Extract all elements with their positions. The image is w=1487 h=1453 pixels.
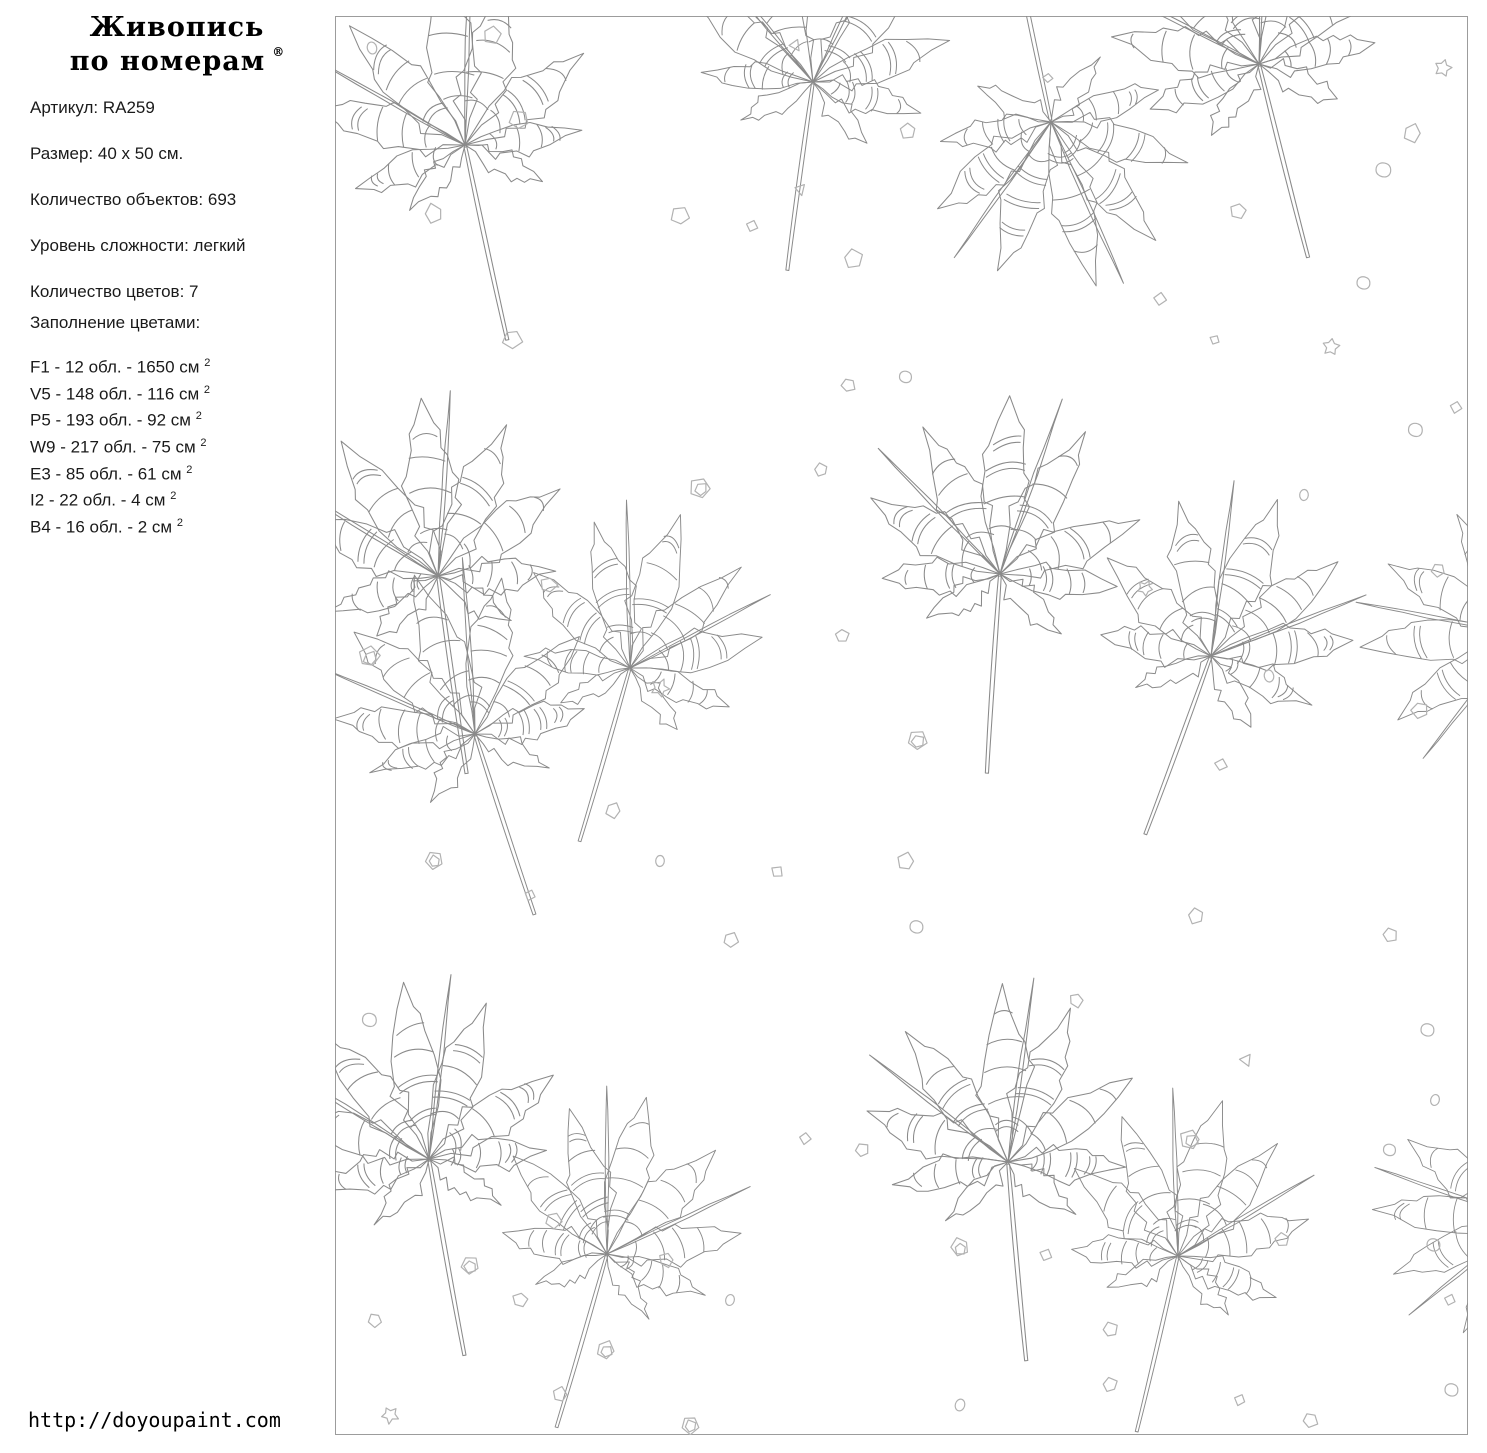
fill-line: P5 - 193 обл. - 92 см $^2$: [30, 410, 202, 430]
leaf-blade: [976, 394, 1035, 575]
leaf-blade: [437, 553, 556, 597]
registered-mark: ®: [272, 44, 285, 59]
confetti-sq: [1153, 291, 1168, 306]
confetti-pent: [668, 203, 692, 227]
leaf-blade: [972, 983, 1037, 1163]
confetti-blob: [1421, 1024, 1434, 1036]
spec-line: Количество объектов: 693: [30, 190, 237, 209]
leaf-needle-blade: [998, 398, 1064, 574]
leaf: [846, 969, 1165, 1373]
confetti-pent2: [423, 848, 446, 871]
brand-logo: [27, 12, 327, 79]
confetti-pent: [896, 850, 915, 870]
leaf-blade: [499, 1144, 620, 1267]
leaf: [1348, 486, 1468, 777]
leaf-blade: [1162, 1129, 1295, 1271]
leaf-blade: [411, 16, 492, 149]
leaf-stem: [785, 84, 815, 271]
leaf-blade: [1358, 613, 1468, 672]
confetti-pent: [899, 121, 917, 140]
leaf-blade: [624, 614, 766, 686]
confetti-blob: [1384, 1144, 1396, 1155]
leaf-blade: [427, 1129, 547, 1177]
leaf-blade: [1256, 26, 1378, 83]
leaf-needle-blade: [436, 391, 452, 577]
leaf-blade: [918, 560, 1009, 634]
fill-line: E3 - 85 обл. - 61 см $^2$: [30, 463, 193, 484]
confetti-pent: [813, 461, 830, 478]
spec-line: Количество цветов: 7: [30, 282, 199, 301]
fill-line: F1 - 12 обл. - 1650 см $^2$: [30, 357, 211, 377]
confetti-pent2: [595, 1337, 618, 1360]
confetti-pent: [842, 246, 866, 271]
leaf-blade: [521, 559, 644, 681]
confetti-pent: [604, 800, 622, 819]
confetti-blob: [910, 921, 923, 933]
confetti-sq: [769, 863, 786, 880]
confetti-pent: [1301, 1410, 1321, 1430]
leaf-needle-blade: [1210, 593, 1366, 657]
leaf-stem: [463, 147, 508, 341]
spec-line: Размер: 40 x 50 см.: [30, 144, 184, 163]
leaf-stem: [578, 669, 631, 842]
leaf-blade: [1100, 1109, 1198, 1265]
confetti-sq: [1038, 1247, 1054, 1263]
confetti-pent: [501, 327, 526, 351]
leaf-blade: [1453, 1095, 1468, 1228]
leaf-blade: [1097, 616, 1215, 675]
confetti-star: [649, 675, 673, 698]
confetti-sq: [1208, 333, 1221, 346]
leaf-blade: [1107, 16, 1263, 88]
leaf-blade: [1132, 646, 1217, 701]
leaf-blade: [938, 1154, 1017, 1231]
confetti-pent: [722, 930, 742, 950]
confetti-star: [379, 1403, 402, 1426]
confetti-ring: [1299, 489, 1309, 501]
confetti-pent: [1186, 906, 1206, 926]
leaf-blade: [807, 22, 955, 102]
leaf-blade: [1201, 57, 1272, 144]
fill-line: V5 - 148 обл. - 116 см $^2$: [30, 383, 211, 404]
confetti-blob: [1445, 1384, 1458, 1396]
brand-logo-line2: по номерам ®: [69, 44, 285, 77]
fill-heading: Заполнение цветами:: [30, 313, 201, 332]
spec-line: Артикул: RA259: [30, 98, 155, 117]
confetti-pent2: [459, 1253, 483, 1277]
leaf-blade: [1371, 1187, 1468, 1238]
confetti-blob: [1409, 423, 1423, 436]
confetti-ring: [655, 855, 664, 866]
confetti-sq: [1449, 400, 1463, 414]
leaf-needle-blade: [868, 1053, 1009, 1163]
leaf-blade: [374, 979, 452, 1163]
leaf-blade: [393, 395, 468, 578]
confetti-pent2: [687, 475, 713, 500]
pattern-canvas: [335, 16, 1468, 1435]
confetti-star: [1322, 337, 1341, 355]
confetti-pent: [835, 628, 851, 644]
product-specs: [30, 98, 330, 328]
confetti-pent: [511, 1292, 528, 1307]
leaf-stem: [984, 576, 1002, 773]
confetti-pent: [1382, 925, 1401, 944]
leaf-stem: [436, 578, 468, 774]
spec-line: Уровень сложности: легкий: [30, 236, 246, 255]
confetti-blob: [363, 1013, 377, 1026]
confetti-pent: [1402, 121, 1422, 143]
leaf-blade: [882, 555, 1001, 599]
leaf: [335, 527, 666, 957]
confetti-pent: [1101, 1375, 1120, 1393]
confetti-blob: [1376, 163, 1391, 177]
leaf-blade: [350, 131, 473, 208]
confetti-pent: [1101, 1319, 1121, 1339]
leaf-stem: [1144, 657, 1212, 835]
leaf: [1360, 1085, 1468, 1360]
leaf: [435, 1063, 779, 1435]
leaf-blade: [522, 644, 631, 684]
confetti-pent: [366, 1311, 384, 1328]
leaf: [651, 16, 973, 289]
confetti-pent: [421, 201, 445, 225]
leaf-blade: [1171, 1196, 1313, 1275]
confetti-sq: [1443, 1293, 1457, 1307]
confetti-pent: [854, 1140, 872, 1158]
fill-line: I2 - 22 обл. - 4 см $^2$: [30, 490, 177, 510]
confetti-pent2: [905, 727, 931, 752]
confetti-sq: [799, 1132, 812, 1146]
leaf: [335, 16, 650, 370]
leaf-blade: [439, 16, 537, 153]
leaf-needle-blade: [624, 500, 631, 668]
leaf: [875, 16, 1219, 320]
confetti-pent: [1229, 202, 1247, 219]
sidebar: [0, 0, 335, 1453]
leaf-blade: [1253, 49, 1345, 114]
confetti-ring: [1263, 669, 1275, 683]
leaf: [841, 385, 1158, 783]
leaf-needle-blade: [953, 121, 1053, 259]
confetti-pent: [840, 376, 858, 394]
color-fill-list: [30, 352, 330, 539]
leaf-stem: [1006, 1164, 1028, 1361]
leaf-blade: [426, 471, 575, 596]
leaf-needle-blade: [1422, 633, 1468, 760]
leaf-blade: [605, 506, 700, 674]
leaf-blade: [1045, 102, 1194, 182]
leaf-needle-blade: [1049, 121, 1125, 284]
confetti-pent: [552, 1385, 568, 1402]
confetti-pent2: [948, 1235, 972, 1259]
leaf-blade: [335, 699, 477, 757]
leaf: [1073, 16, 1447, 293]
leaf-needle-blade: [335, 483, 439, 578]
fill-line: B4 - 16 обл. - 2 см $^2$: [30, 516, 183, 537]
leaf-needle-blade: [1356, 601, 1468, 636]
confetti-pent2: [357, 644, 381, 667]
leaf-blade: [1378, 545, 1468, 653]
leaf-blade: [621, 659, 689, 737]
leaf-blade: [938, 107, 1055, 162]
leaf-blade: [600, 1241, 711, 1313]
confetti-sq: [1232, 1393, 1246, 1408]
confetti-pent: [1410, 700, 1431, 721]
confetti-pent: [1067, 992, 1084, 1009]
confetti-pent: [1430, 561, 1447, 578]
leaf-blade: [1233, 16, 1339, 73]
leaf-blade: [389, 567, 496, 744]
confetti-ring: [724, 1294, 735, 1307]
leaf-blade: [1387, 619, 1468, 740]
leaf-stem: [427, 1161, 466, 1356]
confetti-sq: [1213, 757, 1229, 772]
leaf: [335, 376, 609, 794]
confetti-blob: [900, 371, 912, 382]
leaf-stem: [1257, 65, 1309, 258]
confetti-pent2: [679, 1414, 702, 1435]
confetti-sq: [745, 219, 760, 234]
fill-line: W9 - 217 обл. - 75 см $^2$: [30, 436, 207, 457]
confetti-star: [1433, 58, 1453, 78]
leaf-stem: [555, 1255, 608, 1428]
leaf-blade: [335, 494, 448, 598]
canvas-border: [336, 17, 1468, 1435]
leaf-blade: [858, 1088, 1016, 1185]
leaf-needle-blade: [1103, 16, 1260, 65]
confetti-blob: [1357, 277, 1370, 289]
confetti-ring: [366, 41, 378, 55]
leaf: [1013, 445, 1399, 881]
confetti-ring: [954, 1398, 966, 1412]
leaf-blade: [808, 63, 927, 132]
confetti-ring: [1429, 1094, 1440, 1107]
confetti-tri: [1239, 1051, 1254, 1066]
brand-logo-line1: Живопись: [89, 12, 265, 43]
footer-url: http://doyoupaint.com: [28, 1408, 281, 1432]
leaf-blade: [983, 998, 1091, 1170]
leaf-stem: [1010, 16, 1053, 120]
